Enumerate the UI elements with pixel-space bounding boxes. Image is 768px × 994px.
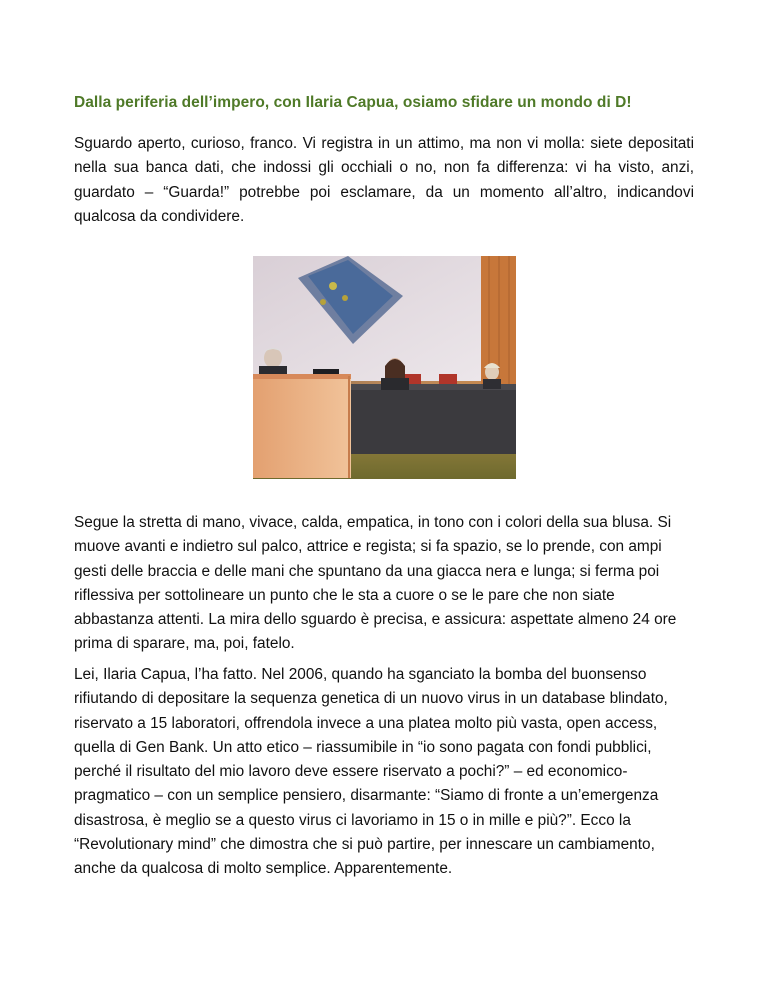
paragraph-story: Lei, Ilaria Capua, l’ha fatto. Nel 2006, quando ha sganciato la bomba del buonsenso rifiutando di depositare la sequenza genetica di un nuovo virus in un database blindato, riservato a 15 laboratori, offrendola invece a una platea molto più vasta, open access, quella di Gen Bank. Un atto etico – riassumibile in “io sono pagata con fondi pubblici, perché il risultato del mio lavoro deve essere riservato a pochi?” – ed economico-pragmatico – con un semplice pensiero, disarmante: “Siamo di fronte a un’emergenza disastrosa, è meglio se a questo virus ci lavoriamo in 15 o in mille e più?”. Ecco la “Revolutionary mind” che dimostra che si può partire, per innescare un cambiamento, anche da qualcosa di molto semplice. Apparentemente. xyxy=(74,666,668,878)
paragraph-intro: Sguardo aperto, curioso, franco. Vi registra in un attimo, ma non vi molla: siete depositati nella sua banca dati, che indossi gli occhiali o no, non fa differenza: vi ha visto, anzi, guardato – “Guarda!” potrebbe poi esclamare, da un momento all’altro, indicandovi qualcosa da condividere. xyxy=(74,135,694,225)
document-title: Dalla periferia dell’impero, con Ilaria Capua, osiamo sfidare un mondo di D! xyxy=(74,94,632,111)
paragraph-description: Segue la stretta di mano, vivace, calda, empatica, in tono con i colori della sua blusa. Si muove avanti e indietro sul palco, attrice e regista; si fa spazio, se lo prende, con ampi gesti delle braccia e delle mani che spuntano da una giacca nera e lunga; si ferma poi riflessiva per sottolineare un punto che le sta a cuore o se le pare che non siate abbastanza attenti. La mira dello sguardo è precisa, e assicura: aspettate almeno 24 ore prima di sparare, ma, poi, fatelo. xyxy=(74,514,677,653)
conference-photo xyxy=(253,256,516,479)
